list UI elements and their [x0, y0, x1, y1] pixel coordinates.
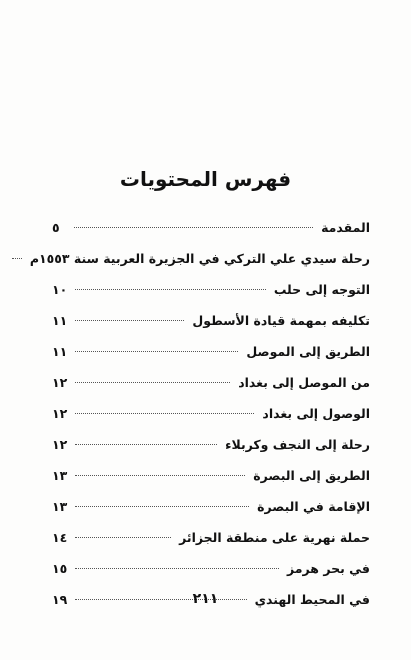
toc-entry-page: ١٤ — [52, 530, 68, 545]
dot-leader — [75, 444, 217, 445]
toc-entry-page: ١١ — [52, 313, 68, 328]
toc-entry-page: ١٢ — [52, 406, 68, 421]
toc-entry-title: التوجه إلى حلب — [273, 282, 370, 297]
page-title: فهرس المحتويات — [119, 167, 292, 191]
dot-leader — [75, 413, 254, 414]
toc-entry-title: حملة نهرية على منطقة الجزائر — [179, 530, 370, 545]
toc-entry — [52, 398, 370, 429]
toc-entry — [52, 212, 370, 243]
toc-entry-title: الطريق إلى الموصل — [246, 344, 370, 359]
toc-entry — [52, 274, 370, 305]
toc-entry-page: ١٢ — [52, 437, 68, 452]
toc-entry-title: تكليفه بمهمة قيادة الأسطول — [192, 313, 370, 328]
toc-entry-page: ١٢ — [52, 375, 68, 390]
toc-entry-page: ١٣ — [52, 468, 68, 483]
toc-entry — [52, 491, 370, 522]
toc-entry-page: ١٥ — [52, 561, 68, 576]
toc-entry-title: رحلة سيدي علي التركي في الجزيرة العربية سنة ١٥٥٣م — [29, 251, 370, 266]
dot-leader — [75, 382, 230, 383]
dot-leader — [75, 351, 238, 352]
toc-entry-page: ١٠ — [52, 282, 68, 297]
toc-entry-title: الإقامة في البصرة — [257, 499, 370, 514]
toc-entry — [52, 367, 370, 398]
toc-entry-title: الوصول إلى بغداد — [262, 406, 370, 421]
toc-entry — [52, 336, 370, 367]
toc-entry — [52, 553, 370, 584]
toc-entry — [52, 460, 370, 491]
toc-entry-page: ١١ — [52, 344, 68, 359]
toc-entry — [52, 522, 370, 553]
toc-entry — [52, 305, 370, 336]
toc-entry — [52, 429, 370, 460]
dot-leader — [75, 537, 171, 538]
dot-leader — [75, 289, 266, 290]
toc-entry-title: في المحيط الهندي — [254, 592, 370, 607]
toc-entry-page: ٥ — [52, 220, 60, 235]
toc-entry-page — [0, 243, 4, 274]
dot-leader — [75, 568, 279, 569]
dot-leader — [75, 506, 249, 507]
toc-entry-title: من الموصل إلى بغداد — [238, 375, 370, 390]
toc-entry-title: في بحر هرمز — [287, 561, 370, 576]
dot-leader — [75, 475, 245, 476]
toc-entry-page: ١٩ — [52, 592, 68, 607]
dot-leader — [75, 320, 184, 321]
table-of-contents — [29, 212, 370, 615]
toc-entry-title: المقدمة — [321, 220, 370, 235]
toc-entry-page: ١٣ — [52, 499, 68, 514]
toc-entry-title: الطريق إلى البصرة — [253, 468, 370, 483]
dot-leader — [12, 258, 22, 259]
toc-entry-title: رحلة إلى النجف وكربلاء — [225, 437, 370, 452]
dot-leader — [74, 227, 313, 228]
page-number: ٢١١ — [192, 591, 219, 607]
toc-entry — [29, 243, 370, 274]
